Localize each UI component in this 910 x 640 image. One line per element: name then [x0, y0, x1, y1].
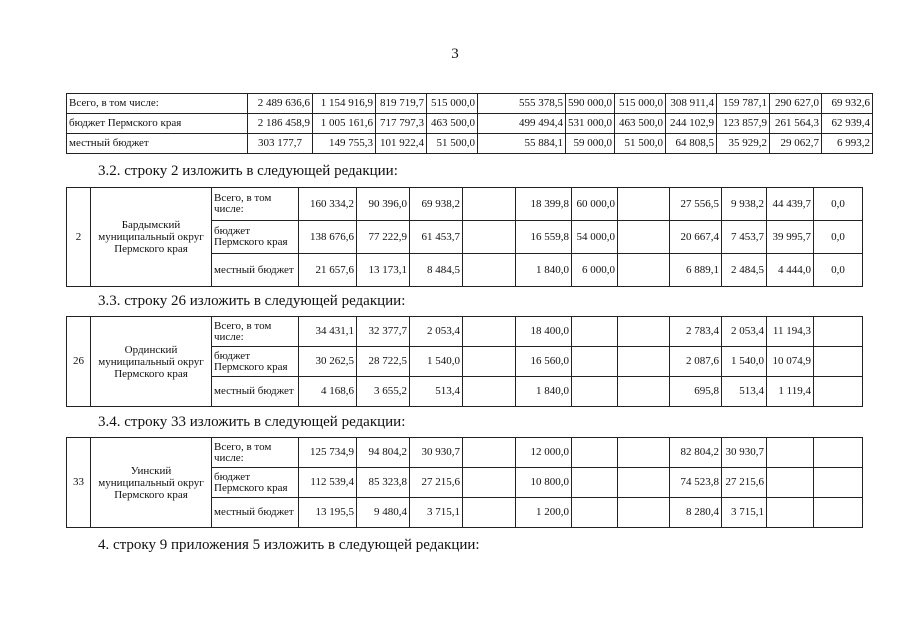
- cell: 123 857,9: [717, 114, 770, 134]
- cell: 60 000,0: [572, 188, 618, 221]
- cell: 303 177,7: [248, 134, 313, 154]
- cell: 8 280,4: [670, 498, 722, 528]
- cell: 7 453,7: [722, 221, 767, 254]
- cell: 159 787,1: [717, 94, 770, 114]
- cell: 69 932,6: [822, 94, 873, 114]
- cell: 463 500,0: [427, 114, 478, 134]
- cell: 6 889,1: [670, 254, 722, 287]
- cell: 4 444,0: [767, 254, 814, 287]
- cell: 1 200,0: [516, 498, 572, 528]
- cell: 1 154 916,9: [313, 94, 376, 114]
- cell: 101 922,4: [376, 134, 427, 154]
- cell: 29 062,7: [770, 134, 822, 154]
- cell: 1 840,0: [516, 377, 572, 407]
- cell: 13 173,1: [357, 254, 410, 287]
- cell: [814, 347, 863, 377]
- row-label: Всего, в том числе:: [212, 317, 299, 347]
- cell: 21 657,6: [299, 254, 357, 287]
- cell: 18 399,8: [516, 188, 572, 221]
- cell: 1 119,4: [767, 377, 814, 407]
- cell: 308 911,4: [666, 94, 717, 114]
- cell: 20 667,4: [670, 221, 722, 254]
- cell: 2 489 636,6: [248, 94, 313, 114]
- cell: [572, 377, 618, 407]
- cell: 61 453,7: [410, 221, 463, 254]
- cell: [463, 254, 516, 287]
- cell: 463 500,0: [615, 114, 666, 134]
- cell: [767, 498, 814, 528]
- table-row: [67, 317, 863, 347]
- row-label: местный бюджет: [67, 134, 248, 154]
- cell: 0,0: [814, 188, 863, 221]
- cell: 515 000,0: [427, 94, 478, 114]
- cell: 11 194,3: [767, 317, 814, 347]
- cell: 555 378,5: [478, 94, 566, 114]
- cell: 513,4: [722, 377, 767, 407]
- cell: [618, 221, 670, 254]
- cell: 261 564,3: [770, 114, 822, 134]
- cell: 64 808,5: [666, 134, 717, 154]
- row-label: местный бюджет: [212, 498, 299, 528]
- cell: 30 930,7: [410, 438, 463, 468]
- region-name: Бардымский муниципальный округ Пермского края: [91, 188, 212, 287]
- region-name: Ординский муниципальный округ Пермского края: [91, 317, 212, 407]
- cell: 695,8: [670, 377, 722, 407]
- cell: 3 715,1: [410, 498, 463, 528]
- cell: 51 500,0: [427, 134, 478, 154]
- page-number: 3: [451, 46, 459, 62]
- row-label: бюджет Пермского края: [212, 347, 299, 377]
- cell: 160 334,2: [299, 188, 357, 221]
- cell: 6 000,0: [572, 254, 618, 287]
- table-row-26: [66, 316, 863, 407]
- cell: 515 000,0: [615, 94, 666, 114]
- cell: 44 439,7: [767, 188, 814, 221]
- cell: 16 560,0: [516, 347, 572, 377]
- cell: 18 400,0: [516, 317, 572, 347]
- section-heading-3-2: 3.2. строку 2 изложить в следующей редакции:: [98, 163, 398, 179]
- summary-row-regional-budget: [67, 114, 873, 134]
- cell: 2 087,6: [670, 347, 722, 377]
- cell: [618, 438, 670, 468]
- table-row: [67, 188, 863, 221]
- cell: 717 797,3: [376, 114, 427, 134]
- row-number: 2: [67, 188, 91, 287]
- cell: 290 627,0: [770, 94, 822, 114]
- section-heading-4: 4. строку 9 приложения 5 изложить в следующей редакции:: [98, 537, 480, 553]
- row-label: Всего, в том числе:: [67, 94, 248, 114]
- cell: 138 676,6: [299, 221, 357, 254]
- cell: 531 000,0: [566, 114, 615, 134]
- summary-table: [66, 93, 873, 154]
- cell: [618, 347, 670, 377]
- cell: 55 884,1: [478, 134, 566, 154]
- cell: 3 655,2: [357, 377, 410, 407]
- row-label: Всего, в том числе:: [212, 438, 299, 468]
- cell: [814, 317, 863, 347]
- cell: 2 484,5: [722, 254, 767, 287]
- cell: 6 993,2: [822, 134, 873, 154]
- cell: 125 734,9: [299, 438, 357, 468]
- cell: 10 800,0: [516, 468, 572, 498]
- cell: [814, 498, 863, 528]
- cell: 13 195,5: [299, 498, 357, 528]
- cell: [463, 188, 516, 221]
- cell: 149 755,3: [313, 134, 376, 154]
- cell: 4 168,6: [299, 377, 357, 407]
- cell: 94 804,2: [357, 438, 410, 468]
- cell: [463, 468, 516, 498]
- cell: [767, 438, 814, 468]
- row-label: бюджет Пермского края: [212, 221, 299, 254]
- cell: 1 540,0: [722, 347, 767, 377]
- table-row-2: [66, 187, 863, 287]
- cell: [618, 498, 670, 528]
- cell: 819 719,7: [376, 94, 427, 114]
- cell: [572, 468, 618, 498]
- cell: [572, 438, 618, 468]
- cell: 1 540,0: [410, 347, 463, 377]
- cell: 77 222,9: [357, 221, 410, 254]
- cell: 51 500,0: [615, 134, 666, 154]
- cell: 32 377,7: [357, 317, 410, 347]
- cell: [463, 347, 516, 377]
- cell: 1 005 161,6: [313, 114, 376, 134]
- cell: [618, 188, 670, 221]
- cell: 1 840,0: [516, 254, 572, 287]
- cell: 244 102,9: [666, 114, 717, 134]
- row-number: 33: [67, 438, 91, 528]
- cell: 82 804,2: [670, 438, 722, 468]
- cell: 8 484,5: [410, 254, 463, 287]
- section-heading-3-4: 3.4. строку 33 изложить в следующей редакции:: [98, 414, 406, 430]
- row-label: бюджет Пермского края: [212, 468, 299, 498]
- cell: 30 930,7: [722, 438, 767, 468]
- cell: [618, 254, 670, 287]
- cell: 10 074,9: [767, 347, 814, 377]
- cell: 112 539,4: [299, 468, 357, 498]
- cell: 27 556,5: [670, 188, 722, 221]
- cell: 0,0: [814, 221, 863, 254]
- cell: [463, 498, 516, 528]
- summary-row-total: [67, 94, 873, 114]
- cell: 35 929,2: [717, 134, 770, 154]
- cell: [767, 468, 814, 498]
- cell: 74 523,8: [670, 468, 722, 498]
- cell: 90 396,0: [357, 188, 410, 221]
- cell: 30 262,5: [299, 347, 357, 377]
- cell: [572, 317, 618, 347]
- cell: 12 000,0: [516, 438, 572, 468]
- cell: [463, 377, 516, 407]
- summary-row-local-budget: [67, 134, 873, 154]
- cell: 28 722,5: [357, 347, 410, 377]
- cell: 39 995,7: [767, 221, 814, 254]
- cell: [618, 317, 670, 347]
- cell: [463, 221, 516, 254]
- cell: [463, 317, 516, 347]
- cell: 9 938,2: [722, 188, 767, 221]
- cell: 590 000,0: [566, 94, 615, 114]
- cell: 2 186 458,9: [248, 114, 313, 134]
- cell: [463, 438, 516, 468]
- cell: 27 215,6: [722, 468, 767, 498]
- cell: 85 323,8: [357, 468, 410, 498]
- cell: [618, 377, 670, 407]
- table-row: [67, 438, 863, 468]
- cell: 499 494,4: [478, 114, 566, 134]
- cell: 27 215,6: [410, 468, 463, 498]
- cell: 16 559,8: [516, 221, 572, 254]
- table-row-33: [66, 437, 863, 528]
- cell: [572, 498, 618, 528]
- cell: [618, 468, 670, 498]
- cell: 2 053,4: [722, 317, 767, 347]
- cell: 0,0: [814, 254, 863, 287]
- cell: 2 783,4: [670, 317, 722, 347]
- cell: 59 000,0: [566, 134, 615, 154]
- cell: 2 053,4: [410, 317, 463, 347]
- cell: [814, 438, 863, 468]
- row-label: бюджет Пермского края: [67, 114, 248, 134]
- cell: 69 938,2: [410, 188, 463, 221]
- cell: [814, 377, 863, 407]
- row-label: Всего, в том числе:: [212, 188, 299, 221]
- cell: 62 939,4: [822, 114, 873, 134]
- cell: [814, 468, 863, 498]
- row-label: местный бюджет: [212, 254, 299, 287]
- section-heading-3-3: 3.3. строку 26 изложить в следующей редакции:: [98, 293, 406, 309]
- row-label: местный бюджет: [212, 377, 299, 407]
- cell: 3 715,1: [722, 498, 767, 528]
- cell: 513,4: [410, 377, 463, 407]
- cell: [572, 347, 618, 377]
- cell: 34 431,1: [299, 317, 357, 347]
- cell: 54 000,0: [572, 221, 618, 254]
- row-number: 26: [67, 317, 91, 407]
- region-name: Уинский муниципальный округ Пермского края: [91, 438, 212, 528]
- cell: 9 480,4: [357, 498, 410, 528]
